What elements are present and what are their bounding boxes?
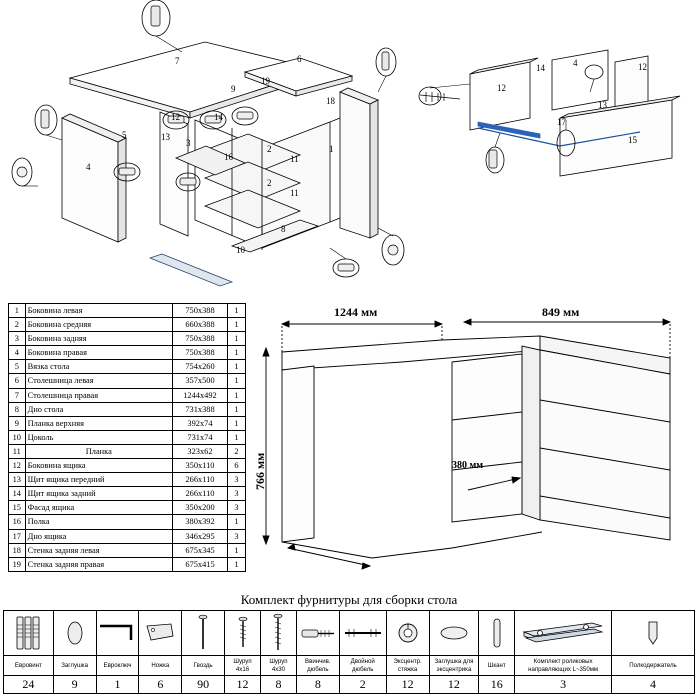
part-name: Столешница правая — [25, 388, 172, 402]
hardware-label: Шуруп 4х16 — [225, 656, 261, 676]
part-number: 18 — [9, 543, 26, 557]
part-size: 750х388 — [172, 304, 227, 318]
euro-screw-icon — [4, 611, 54, 656]
svg-text:12: 12 — [497, 83, 506, 93]
table-row — [9, 304, 246, 318]
dimension-height: 766 мм — [253, 452, 267, 490]
hardware-label: Гвоздь — [182, 656, 225, 676]
dimension-width: 1244 мм — [334, 305, 378, 319]
table-row — [9, 487, 246, 501]
table-row — [9, 444, 246, 458]
part-size: 660х388 — [172, 318, 227, 332]
part-name: Дно стола — [25, 402, 172, 416]
svg-text:13: 13 — [161, 132, 170, 142]
part-name: Щит ящика задний — [25, 487, 172, 501]
hardware-count: 16 — [479, 676, 515, 694]
part-qty: 1 — [228, 402, 246, 416]
hardware-count: 24 — [4, 676, 54, 694]
slide-rail-icon — [515, 611, 612, 656]
part-number: 4 — [9, 346, 26, 360]
part-name: Стенка задняя левая — [25, 543, 172, 557]
part-number: 17 — [9, 529, 26, 543]
part-name: Боковина задняя — [25, 332, 172, 346]
parts-table — [8, 303, 246, 572]
svg-text:16: 16 — [224, 152, 233, 162]
hardware-count: 8 — [296, 676, 339, 694]
part-qty: 3 — [228, 473, 246, 487]
table-row — [9, 416, 246, 430]
part-qty: 6 — [228, 459, 246, 473]
part-name: Вязка стола — [25, 360, 172, 374]
table-row — [9, 557, 246, 571]
part-number: 3 — [9, 332, 26, 346]
part-name: Столешница левая — [25, 374, 172, 388]
part-name: Боковина левая — [25, 304, 172, 318]
svg-text:8: 8 — [281, 224, 286, 234]
part-size: 731х388 — [172, 402, 227, 416]
table-row — [9, 543, 246, 557]
svg-text:4: 4 — [573, 58, 578, 68]
part-size: 350х200 — [172, 501, 227, 515]
part-size: 675х345 — [172, 543, 227, 557]
hardware-label: Заглушка для эксцентрика — [429, 656, 479, 676]
part-name: Полка — [25, 515, 172, 529]
part-qty: 2 — [228, 444, 246, 458]
hardware-label: Двойной дюбель — [339, 656, 386, 676]
svg-text:11: 11 — [290, 188, 299, 198]
svg-text:12: 12 — [171, 112, 180, 122]
hardware-icons-row — [4, 611, 695, 656]
part-number: 16 — [9, 515, 26, 529]
dimension-svg — [252, 300, 698, 585]
svg-text:19: 19 — [261, 76, 270, 86]
part-qty: 1 — [228, 557, 246, 571]
svg-text:18: 18 — [326, 96, 335, 106]
table-row — [9, 346, 246, 360]
part-size: 750х388 — [172, 346, 227, 360]
double-dowel-icon — [339, 611, 386, 656]
part-name: Стенка задняя правая — [25, 557, 172, 571]
hardware-count: 2 — [339, 676, 386, 694]
hardware-count: 12 — [386, 676, 429, 694]
hardware-label: Комплект роликовых направляющих L~350мм — [515, 656, 612, 676]
table-row — [9, 374, 246, 388]
part-name: Боковина ящика — [25, 459, 172, 473]
part-name: Фасад ящика — [25, 501, 172, 515]
part-name: Боковина правая — [25, 346, 172, 360]
dimension-drawing — [252, 300, 698, 580]
table-row — [9, 473, 246, 487]
dimension-shelf-depth: 380 мм — [452, 460, 484, 471]
table-row — [9, 529, 246, 543]
part-size: 675х415 — [172, 557, 227, 571]
part-number: 14 — [9, 487, 26, 501]
part-qty: 1 — [228, 346, 246, 360]
hardware-label: Эксцентр. стяжка — [386, 656, 429, 676]
part-name: Цоколь — [25, 430, 172, 444]
svg-text:12: 12 — [638, 62, 647, 72]
hardware-label: Шуруп 4х30 — [260, 656, 296, 676]
svg-text:9: 9 — [231, 84, 236, 94]
svg-text:10: 10 — [236, 245, 245, 255]
table-row — [9, 318, 246, 332]
cam-lock-icon — [386, 611, 429, 656]
table-row — [9, 430, 246, 444]
hardware-count: 4 — [611, 676, 694, 694]
hardware-count: 3 — [515, 676, 612, 694]
cap-icon — [53, 611, 96, 656]
part-qty: 1 — [228, 430, 246, 444]
assembly-diagram — [0, 0, 698, 292]
hardware-count: 90 — [182, 676, 225, 694]
part-number: 15 — [9, 501, 26, 515]
part-qty: 1 — [228, 388, 246, 402]
part-qty: 1 — [228, 318, 246, 332]
part-size: 350х110 — [172, 459, 227, 473]
part-qty: 3 — [228, 487, 246, 501]
svg-text:5: 5 — [122, 130, 127, 140]
part-name: Щит ящика передний — [25, 473, 172, 487]
wooden-dowel-icon — [479, 611, 515, 656]
hardware-count: 12 — [429, 676, 479, 694]
svg-text:3: 3 — [186, 138, 191, 148]
svg-text:7: 7 — [175, 56, 180, 66]
svg-text:15: 15 — [628, 135, 637, 145]
cam-cap-icon — [429, 611, 479, 656]
part-number: 5 — [9, 360, 26, 374]
hardware-count: 12 — [225, 676, 261, 694]
svg-text:1: 1 — [329, 144, 334, 154]
hardware-counts-row — [4, 676, 695, 694]
dowel-screw-icon — [296, 611, 339, 656]
nail-icon — [182, 611, 225, 656]
svg-text:2: 2 — [267, 178, 272, 188]
part-number: 7 — [9, 388, 26, 402]
part-number: 12 — [9, 459, 26, 473]
part-qty: 1 — [228, 515, 246, 529]
hardware-count: 6 — [139, 676, 182, 694]
table-row — [9, 388, 246, 402]
svg-text:17: 17 — [557, 117, 566, 127]
part-size: 392х74 — [172, 416, 227, 430]
part-size: 750х388 — [172, 332, 227, 346]
hardware-label: Заглушка — [53, 656, 96, 676]
hardware-title: Комплект фурнитуры для сборки стола — [240, 592, 458, 607]
svg-text:6: 6 — [297, 54, 302, 64]
part-qty: 1 — [228, 360, 246, 374]
part-qty: 1 — [228, 374, 246, 388]
part-qty: 1 — [228, 332, 246, 346]
part-name: Планка верхняя — [25, 416, 172, 430]
part-qty: 1 — [228, 543, 246, 557]
part-size: 266х110 — [172, 473, 227, 487]
assembly-svg — [0, 0, 698, 295]
part-size: 731х74 — [172, 430, 227, 444]
hardware-label: Ввинчив. дюбель — [296, 656, 339, 676]
hardware-table — [3, 610, 695, 694]
hardware-label: Евроключ — [96, 656, 139, 676]
part-qty: 1 — [228, 416, 246, 430]
part-number: 1 — [9, 304, 26, 318]
part-size: 357х500 — [172, 374, 227, 388]
table-row — [9, 332, 246, 346]
hardware-count: 1 — [96, 676, 139, 694]
part-name: Дно ящика — [25, 529, 172, 543]
svg-text:14: 14 — [536, 63, 545, 73]
hardware-count: 9 — [53, 676, 96, 694]
part-number: 10 — [9, 430, 26, 444]
table-row — [9, 402, 246, 416]
part-qty: 3 — [228, 529, 246, 543]
svg-text:11: 11 — [290, 154, 299, 164]
part-qty: 3 — [228, 501, 246, 515]
part-number: 19 — [9, 557, 26, 571]
hardware-labels-row — [4, 656, 695, 676]
table-row — [9, 360, 246, 374]
part-size: 323х62 — [172, 444, 227, 458]
hardware-label: Шкант — [479, 656, 515, 676]
svg-text:2: 2 — [267, 144, 272, 154]
screw-4x16-icon — [225, 611, 261, 656]
part-size: 380х392 — [172, 515, 227, 529]
svg-text:13: 13 — [598, 100, 607, 110]
euro-key-icon — [96, 611, 139, 656]
part-number: 9 — [9, 416, 26, 430]
part-number: 2 — [9, 318, 26, 332]
svg-text:4: 4 — [86, 162, 91, 172]
table-row — [9, 501, 246, 515]
shelf-support-icon — [611, 611, 694, 656]
screw-4x30-icon — [260, 611, 296, 656]
hardware-count: 8 — [260, 676, 296, 694]
hardware-label: Ножка — [139, 656, 182, 676]
part-size: 346х295 — [172, 529, 227, 543]
parts-table-body — [9, 304, 246, 572]
part-qty: 1 — [228, 304, 246, 318]
table-row — [9, 515, 246, 529]
part-size: 266х110 — [172, 487, 227, 501]
svg-text:14: 14 — [214, 112, 223, 122]
part-number: 11 — [9, 444, 26, 458]
hardware-label: Евровинт — [4, 656, 54, 676]
part-name: Планка — [25, 444, 172, 458]
part-name: Боковина средняя — [25, 318, 172, 332]
dimension-depth-right: 849 мм — [542, 305, 580, 319]
table-row — [9, 459, 246, 473]
leg-icon — [139, 611, 182, 656]
part-size: 1244х492 — [172, 388, 227, 402]
part-number: 6 — [9, 374, 26, 388]
part-number: 13 — [9, 473, 26, 487]
hardware-label: Полкодержатель — [611, 656, 694, 676]
part-size: 754х260 — [172, 360, 227, 374]
part-number: 8 — [9, 402, 26, 416]
